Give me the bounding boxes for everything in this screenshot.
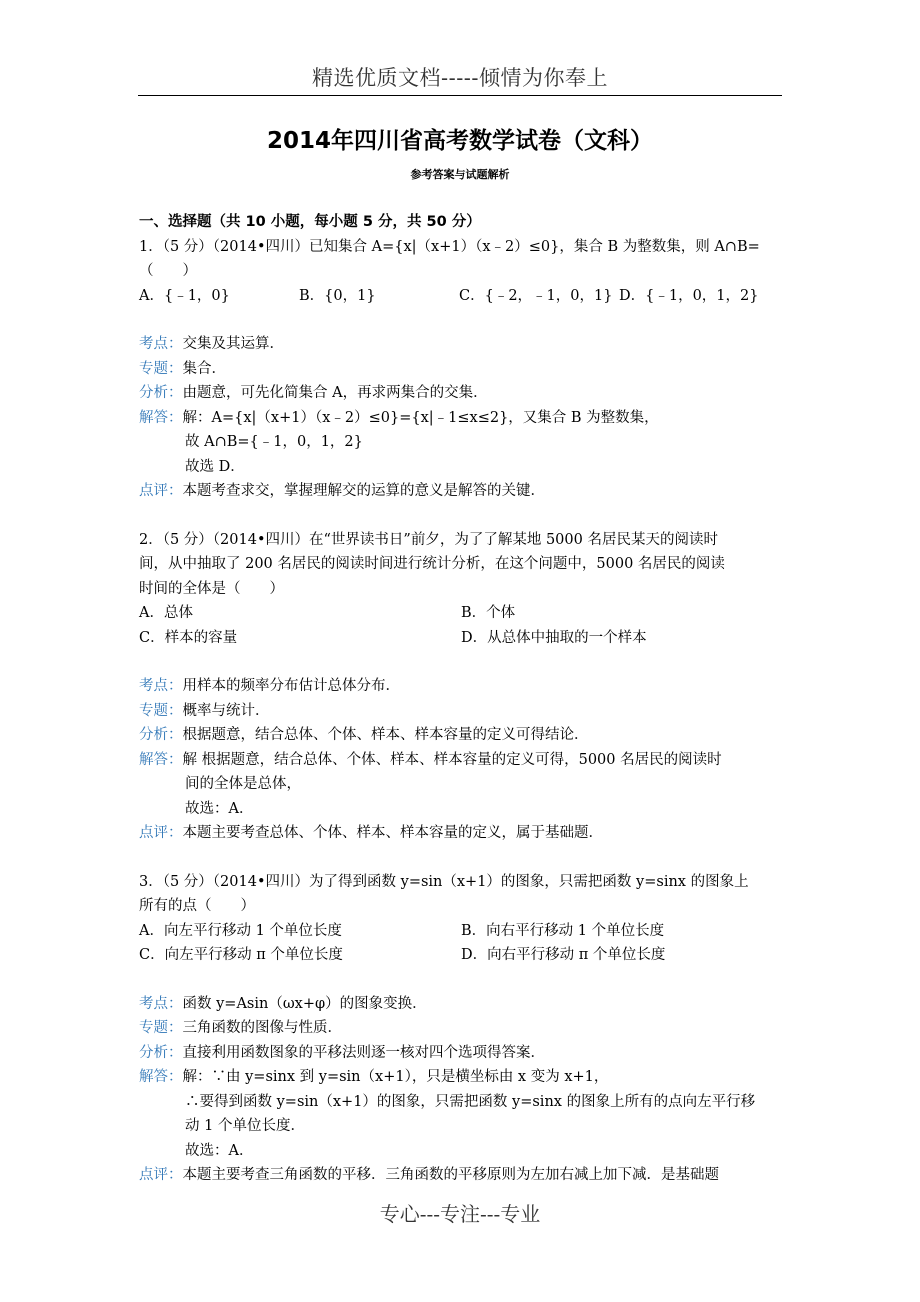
question-stem-line: 3．（5 分）（2014•四川）为了得到函数 y=sin（x+1）的图象，只需把函数 y=sinx 的图象上 bbox=[139, 873, 749, 890]
kaodian-row bbox=[139, 674, 783, 699]
jieda-line: 故选：A． bbox=[185, 1142, 254, 1159]
dianping-label: 点评： bbox=[139, 483, 183, 499]
zhuanti-label: 专题： bbox=[139, 702, 183, 719]
jieda-line: 间的全体是总体， bbox=[185, 776, 301, 792]
question-stem-line: 时间的全体是（ ） bbox=[139, 580, 284, 597]
jieda-line: 故 A∩B={﹣1，0，1，2} bbox=[185, 434, 363, 450]
fenxi-label: 分析： bbox=[139, 385, 183, 401]
zhuanti-row bbox=[139, 1016, 783, 1041]
option-c: C．向左平行移动 π 个单位长度 bbox=[139, 947, 343, 963]
section-heading: 一、选择题（共 10 小题，每小题 5 分，共 50 分） bbox=[139, 214, 481, 230]
zhuanti-text: 集合． bbox=[182, 360, 226, 377]
fenxi-text: 直接利用函数图象的平移法则逐一核对四个选项得答案． bbox=[182, 1044, 545, 1061]
jieda-row bbox=[139, 1065, 783, 1090]
page-footer: 专心---专注---专业 bbox=[379, 1202, 541, 1226]
dianping-row bbox=[139, 1163, 783, 1188]
dianping-row bbox=[139, 479, 783, 504]
options-row bbox=[139, 919, 783, 944]
option-c: C．样本的容量 bbox=[139, 629, 238, 646]
jieda-label: 解答： bbox=[139, 1069, 183, 1085]
zhuanti-label: 专题： bbox=[139, 360, 183, 377]
kaodian-text: 用样本的频率分布估计总体分布． bbox=[182, 678, 400, 694]
fenxi-label: 分析： bbox=[139, 1044, 183, 1061]
zhuanti-text: 概率与统计． bbox=[182, 702, 270, 719]
options-row bbox=[139, 626, 783, 651]
jieda-row bbox=[139, 748, 783, 773]
question-stem-line: 所有的点（ ） bbox=[139, 898, 255, 914]
option-a: A．总体 bbox=[139, 605, 193, 621]
kaodian-text: 交集及其运算． bbox=[182, 336, 284, 352]
question-stem-line: （ ） bbox=[139, 263, 197, 279]
jieda-line: ∴要得到函数 y=sin（x+1）的图象，只需把函数 y=sinx 的图象上所有的点向左平行移 bbox=[185, 1093, 756, 1110]
option-c: C．{﹣2，﹣1，0，1} bbox=[459, 287, 613, 304]
dianping-text: 本题主要考查总体、个体、样本、样本容量的定义，属于基础题． bbox=[182, 825, 603, 841]
jieda-text: 解 根据题意，结合总体、个体、样本、样本容量的定义可得，5000 名居民的阅读时 bbox=[182, 751, 722, 768]
dianping-label: 点评： bbox=[139, 1167, 183, 1183]
option-d: D．{﹣1，0，1，2} bbox=[619, 287, 759, 304]
option-b: B．个体 bbox=[461, 605, 516, 621]
jieda-label: 解答： bbox=[139, 751, 183, 768]
document-subtitle: 参考答案与试题解析 bbox=[410, 168, 510, 181]
header-divider bbox=[138, 95, 782, 96]
dianping-row bbox=[139, 821, 783, 846]
question-3 bbox=[139, 870, 783, 1188]
document-body bbox=[139, 210, 783, 1188]
options-row bbox=[139, 943, 783, 968]
kaodian-text: 函数 y=Asin（ωx+φ）的图象变换． bbox=[182, 995, 427, 1012]
kaodian-label: 考点： bbox=[139, 678, 183, 694]
zhuanti-label: 专题： bbox=[139, 1020, 183, 1036]
jieda-row bbox=[139, 406, 783, 431]
dianping-text: 本题主要考查三角函数的平移．三角函数的平移原则为左加右减上加下减．是基础题 bbox=[182, 1167, 719, 1183]
jieda-line: 故选 D． bbox=[185, 458, 245, 475]
option-a: A．{﹣1，0} bbox=[139, 287, 230, 304]
zhuanti-row bbox=[139, 357, 783, 382]
option-d: D．向右平行移动 π 个单位长度 bbox=[461, 947, 666, 963]
document-title: 2014年四川省高考数学试卷（文科） bbox=[266, 128, 653, 154]
question-stem-line: 间，从中抽取了 200 名居民的阅读时间进行统计分析，在这个问题中，5000 名居民的阅读 bbox=[139, 556, 725, 572]
dianping-text: 本题考查求交，掌握理解交的运算的意义是解答的关键． bbox=[182, 483, 545, 499]
options-row bbox=[139, 284, 783, 309]
jieda-line: 故选：A． bbox=[185, 800, 254, 817]
jieda-text: 解：∵由 y=sinx 到 y=sin（x+1），只是横坐标由 x 变为 x+1， bbox=[182, 1069, 609, 1085]
option-b: B．向右平行移动 1 个单位长度 bbox=[461, 922, 665, 939]
page-header: 精选优质文档-----倾情为你奉上 bbox=[312, 66, 608, 90]
question-stem-line: 2．（5 分）（2014•四川）在“世界读书日”前夕，为了了解某地 5000 名居民某天的阅读时 bbox=[139, 531, 718, 548]
question-stem-line: 1．（5 分）（2014•四川）已知集合 A={x|（x+1）（x﹣2）≤0}，集合 B 为整数集，则 A∩B= bbox=[139, 238, 760, 255]
fenxi-text: 根据题意，结合总体、个体、样本、样本容量的定义可得结论． bbox=[182, 727, 589, 743]
options-row bbox=[139, 601, 783, 626]
kaodian-row bbox=[139, 332, 783, 357]
zhuanti-row bbox=[139, 699, 783, 724]
zhuanti-text: 三角函数的图像与性质． bbox=[182, 1020, 342, 1036]
jieda-text: 解：A={x|（x+1）（x﹣2）≤0}={x|﹣1≤x≤2}，又集合 B 为整数集， bbox=[182, 409, 659, 426]
question-1 bbox=[139, 235, 783, 504]
option-b: B．{0，1} bbox=[299, 287, 376, 304]
kaodian-label: 考点： bbox=[139, 336, 183, 352]
question-2 bbox=[139, 528, 783, 846]
kaodian-label: 考点： bbox=[139, 995, 183, 1012]
fenxi-row bbox=[139, 723, 783, 748]
fenxi-row bbox=[139, 381, 783, 406]
dianping-label: 点评： bbox=[139, 825, 183, 841]
option-a: A．向左平行移动 1 个单位长度 bbox=[139, 922, 342, 939]
fenxi-row bbox=[139, 1041, 783, 1066]
jieda-line: 动 1 个单位长度． bbox=[185, 1118, 305, 1134]
fenxi-text: 由题意，可先化简集合 A，再求两集合的交集． bbox=[182, 385, 488, 401]
fenxi-label: 分析： bbox=[139, 727, 183, 743]
option-d: D．从总体中抽取的一个样本 bbox=[461, 629, 647, 646]
jieda-label: 解答： bbox=[139, 409, 183, 426]
kaodian-row bbox=[139, 992, 783, 1017]
